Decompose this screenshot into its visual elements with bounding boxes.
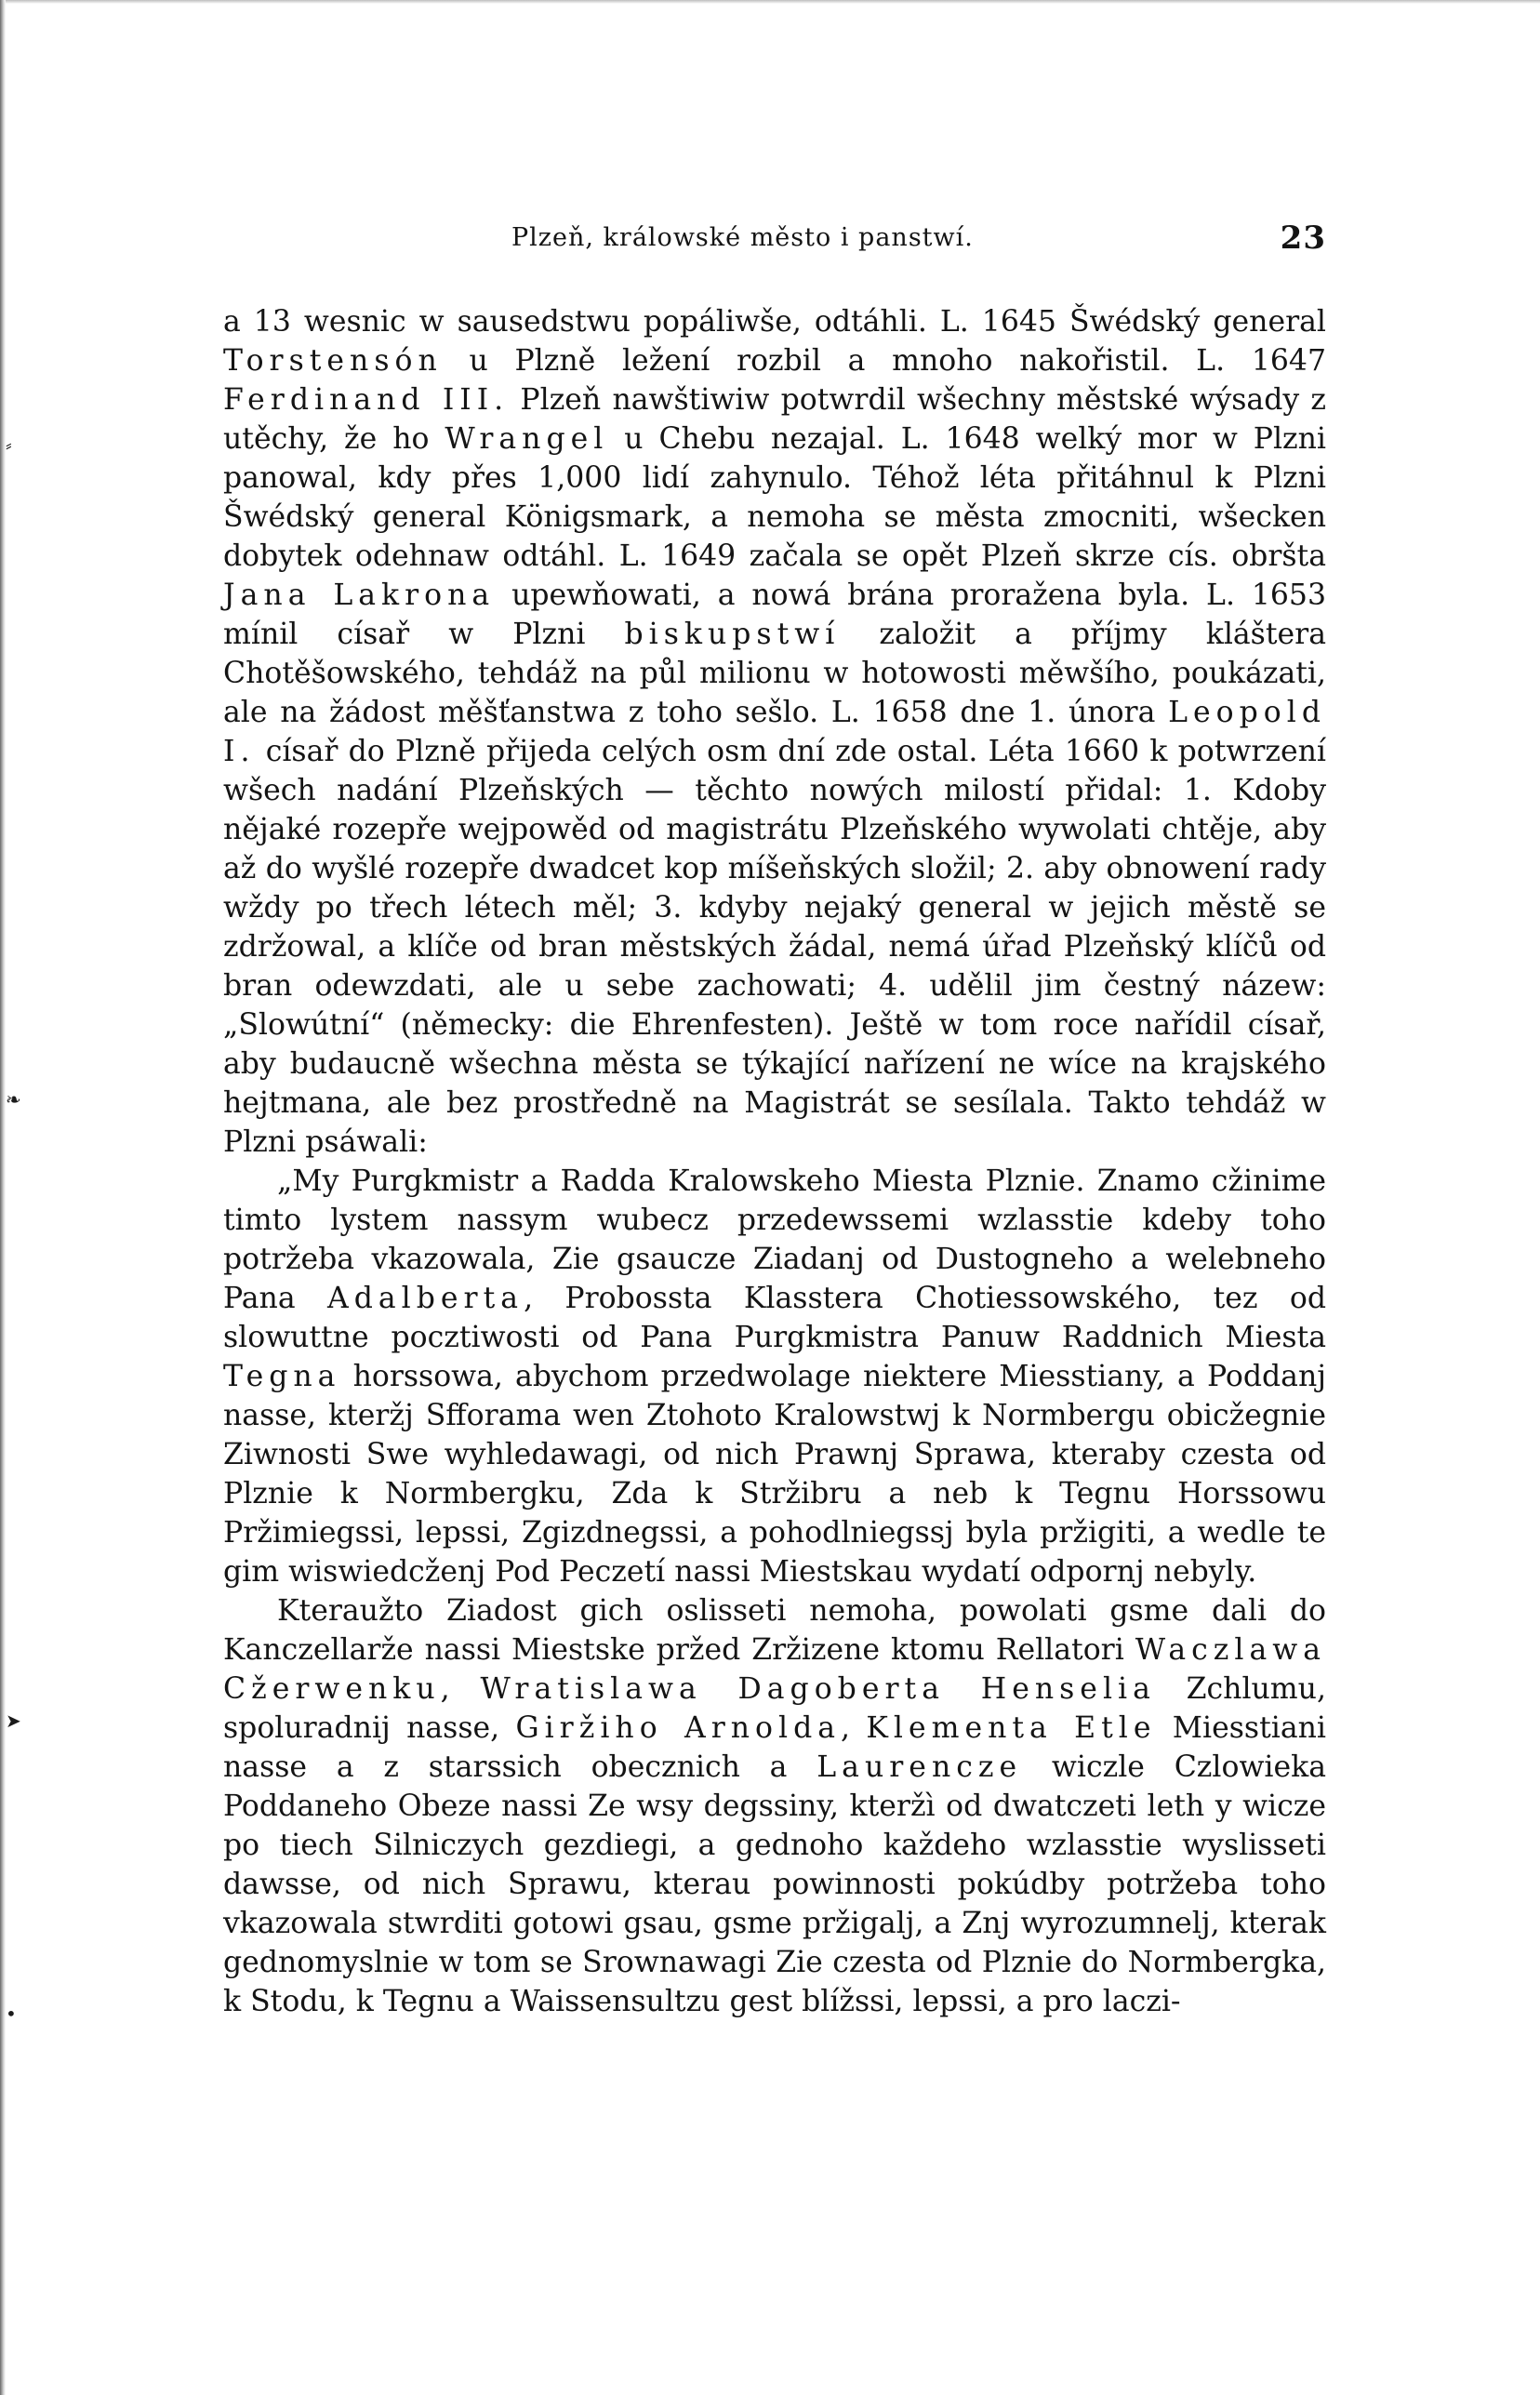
spaced-name: Klementa Etle: [866, 1711, 1157, 1745]
spaced-name: Torstensón: [223, 344, 443, 378]
spaced-name: Tegna: [223, 1360, 341, 1393]
page-number: 23: [1280, 220, 1326, 257]
spaced-name: Laurencze: [816, 1750, 1023, 1784]
spaced-name: Giržiho Arnolda: [515, 1711, 842, 1745]
margin-mark: ❧: [6, 1088, 21, 1111]
body-text: [223, 302, 1326, 2021]
scan-top-edge: [0, 0, 1540, 4]
spaced-name: Wrangel: [445, 422, 609, 456]
spaced-name: Ferdinand III.: [223, 383, 510, 417]
spaced-word: biskupstwí: [624, 618, 841, 651]
running-title: Plzeň, králowské město i panstwí.: [511, 223, 974, 252]
spaced-name: Leopold I.: [223, 696, 1326, 768]
paragraph-1: a 13 wesnic w sausedstwu popáliwše, odtáhli. L. 1645 Šwédský general Torstensón u Plzně ležení rozbil a mnoho nakořistil. L. 1647 Ferdinand III. Plzeň nawštiwiw potwrdil wšechny městské wýsady z utěchy, že ho Wrangel u Chebu nezajal. L. 1648 welký mor w Plzni panowal, kdy přes 1,000 lidí zahynulo. Téhož léta přitáhnul k Plzni Šwédský general Königsmark, a nemoha se města zmocniti, wšecken dobytek odehnaw odtáhl. L. 1649 začala se opět Plzeň skrze cís. obršta Jana Lakrona upewňowati, a nowá brána proražena byla. L. 1653 mínil císař w Plzni biskupstwí založit a příjmy kláštera Chotěšowského, tehdáž na půl milionu w hotowosti měwšího, poukázati, ale na žádost měšťanstwa z toho sešlo. L. 1658 dne 1. února Leopold I. císař do Plzně přijeda celých osm dní zde ostal. Léta 1660 k potwrzení wšech nadání Plzeňských — těchto nowých milostí přidal: 1. Kdoby nějaké rozepře wejpowěd od magistrátu Plzeňského wywolati chtěje, aby až do wyšlé rozepře dwadcet kop míšeňských složil; 2. aby obnowení rady wždy po třech létech měl; 3. kdyby nejaký general w jejich městě se zdržowal, a klíče od bran městských žádal, nemá úřad Plzeňský klíčů od bran odewzdati, ale u sebe zachowati; 4. udělil jim čestný názew: „Slowútní“ (německy: die Ehrenfesten). Ještě w tom roce nařídil císař, aby budaucně wšechna města se týkající nařízení ne wíce na krajského hejtmana, ale bez prostředně na Magistrát se sesílala. Takto tehdáž w Plzni psáwali:: [223, 305, 1326, 1159]
paragraph-3: Kteraužto Ziadost gich oslisseti nemoha, powolati gsme dali do Kanczellarže nassi Miestske pržed Zržizene ktomu Rellatori Waczlawa Cžerwenku, Wratislawa Dagoberta Henselia Zchlumu, spoluradnij nasse, Giržiho Arnolda, Klementa Etle Miesstiani nasse a z starssich obecznich a Laurencze wiczle Czlowieka Poddaneho Obeze nassi Ze wsy degssiny, kteržì od dwatczeti leth y wicze po tiech Silniczych gezdiegi, a gednoho každeho wzlasstie wyslisseti dawsse, od nich Sprawu, kterau powinnosti pokúdby potržeba toho vkazowala stwrditi gotowi gsau, gsme pržigalj, a Znj wyrozumnelj, kterak gednomyslnie w tom se Srownawagi Zie czesta od Plznie do Normbergka, k Stodu, k Tegnu a Waissensultzu gest blížssi, lepssi, a pro laczi-: [223, 1594, 1326, 2018]
spaced-name: Adalberta: [326, 1282, 524, 1315]
margin-mark: ⸗: [6, 433, 12, 456]
paragraph-2: „My Purgkmistr a Radda Kralowskeho Miesta Plznie. Znamo cžinime timto lystem nassym wubecz przedewssemi wzlasstie kdeby toho potržeba vkazowala, Zie gsaucze Ziadanj od Dustogneho a welebneho Pana Adalberta, Probossta Klasstera Chotiessowského, tez od slowuttne pocztiwosti od Pana Purgkmistra Panuw Raddnich Miesta Tegna horssowa, abychom przedwolage niektere Miesstiany, a Poddanj nasse, kteržj Sfforama wen Ztohoto Kralowstwj k Normbergu obicžegnie Ziwnosti Swe wyhledawagi, od nich Prawnj Sprawa, kteraby czesta od Plznie k Normbergku, Zda k Stržibru a neb k Tegnu Horssowu Pržimiegssi, lepssi, Zgizdnegssi, a pohodlniegssj byla pržigiti, a wedle te gim wiswiedcženj Pod Peczetí nassi Miestskau wydatí odpornj nebyly.: [223, 1164, 1326, 1589]
spaced-name: Jana Lakrona: [223, 579, 496, 612]
margin-mark: •: [6, 2002, 17, 2025]
spaced-name: Wratislawa Dagoberta Henselia: [480, 1672, 1156, 1706]
scan-left-edge: [0, 0, 6, 2395]
margin-mark: ➤: [6, 1710, 21, 1732]
spaced-name: Waczlawa Cžerwenku: [223, 1633, 1326, 1706]
